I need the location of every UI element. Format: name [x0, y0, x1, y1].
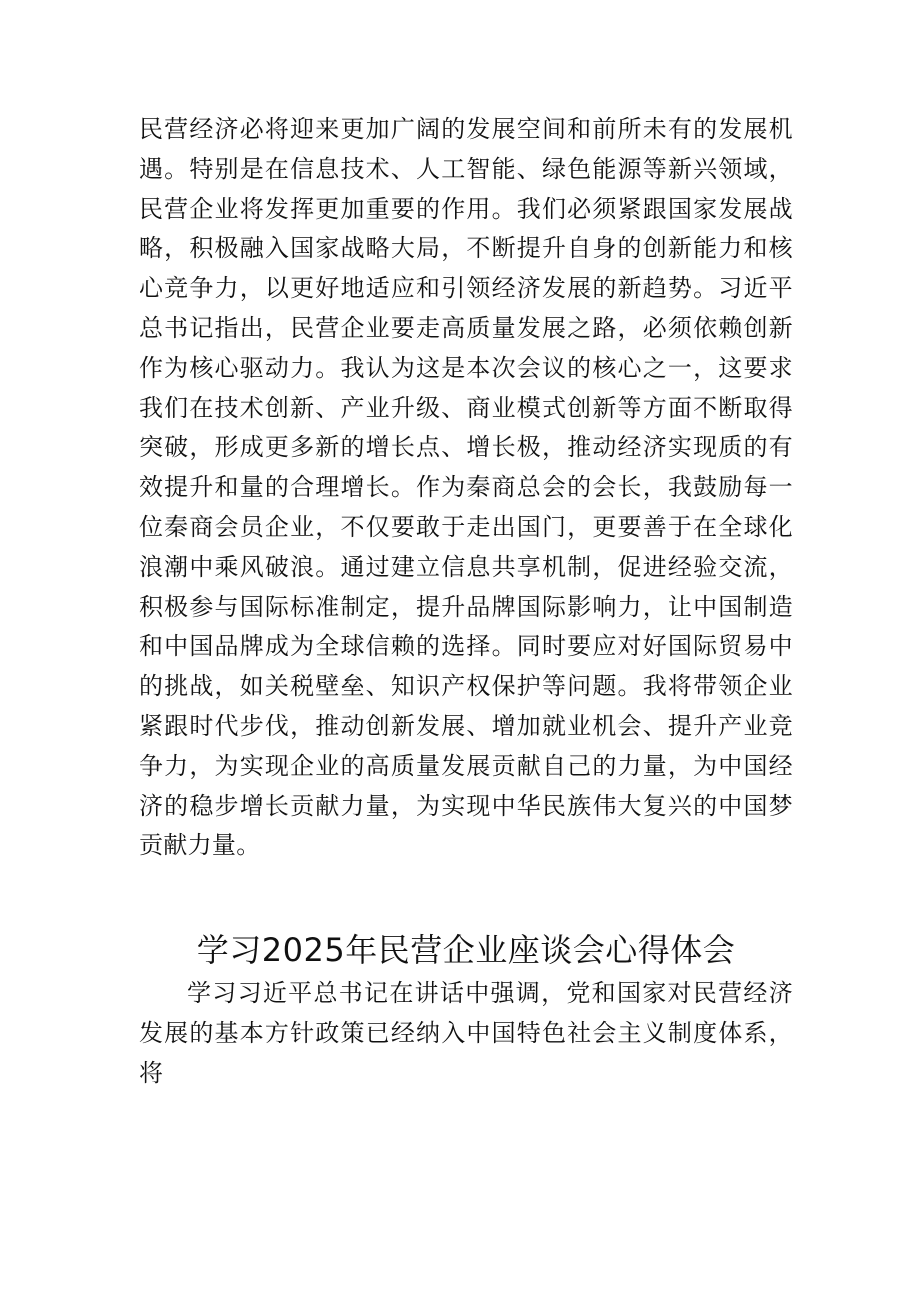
document-body [139, 110, 793, 1094]
section-title: 学习2025年民营企业座谈会心得体会 [196, 931, 736, 970]
body-paragraph-intro: 学习习近平总书记在讲话中强调，党和国家对民营经济发展的基本方针政策已经纳入中国特色社会主义制度体系，将 [139, 979, 793, 1087]
body-paragraph-continuation: 民营经济必将迎来更加广阔的发展空间和前所未有的发展机遇。特别是在信息技术、人工智能、绿色能源等新兴领域，民营企业将发挥更加重要的作用。我们必须紧跟国家发展战略，积极融入国家战略大局，不断提升自身的创新能力和核心竞争力，以更好地适应和引领经济发展的新趋势。习近平总书记指出，民营企业要走高质量发展之路，必须依赖创新作为核心驱动力。我认为这是本次会议的核心之一，这要求我们在技术创新、产业升级、商业模式创新等方面不断取得突破，形成更多新的增长点、增长极，推动经济实现质的有效提升和量的合理增长。作为秦商总会的会长，我鼓励每一位秦商会员企业，不仅要敢于走出国门，更要善于在全球化浪潮中乘风破浪。通过建立信息共享机制，促进经验交流，积极参与国际标准制定，提升品牌国际影响力，让中国制造和中国品牌成为全球信赖的选择。同时要应对好国际贸易中的挑战，如关税壁垒、知识产权保护等问题。我将带领企业紧跟时代步伐，推动创新发展、增加就业机会、提升产业竞争力，为实现企业的高质量发展贡献自己的力量，为中国经济的稳步增长贡献力量，为实现中华民族伟大复兴的中国梦贡献力量。 [139, 115, 793, 860]
